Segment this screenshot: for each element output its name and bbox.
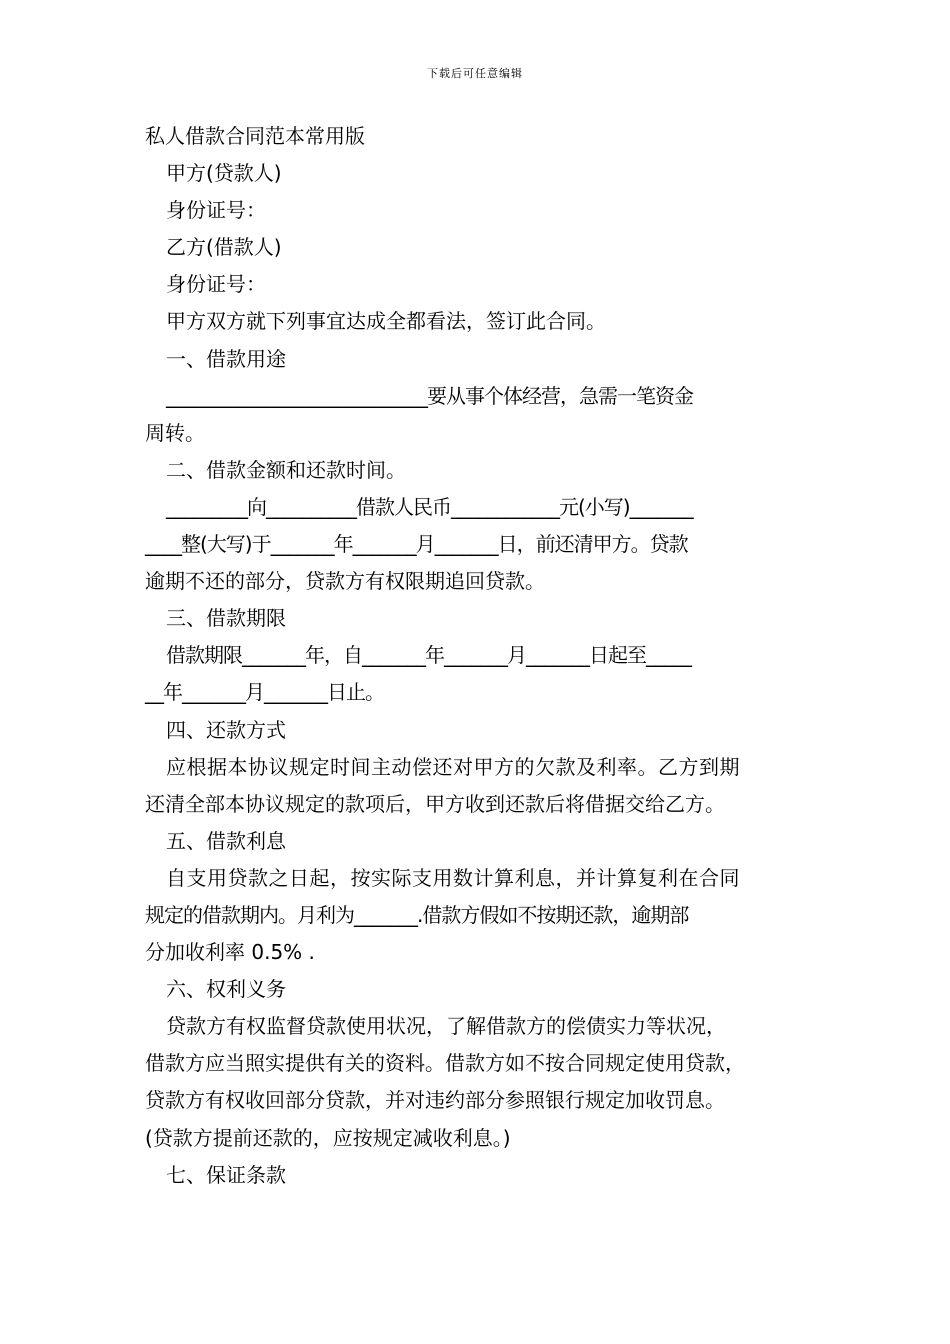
- section-heading-rights: 六、权利义务: [166, 977, 286, 1002]
- interest-text-line: 规定的借款期内。月利为_______.借款方假如不按期还款，逾期部: [145, 902, 689, 927]
- rights-text-line: 贷款方有权收回部分贷款，并对违约部分参照银行规定加收罚息。: [145, 1088, 725, 1113]
- party-a-label: 甲方(贷款人): [166, 161, 282, 186]
- preamble-text: 甲方双方就下列事宜达成全都看法，签订此合同。: [166, 309, 606, 334]
- page-header-note: 下载后可任意编辑: [427, 67, 523, 80]
- document-title: 私人借款合同范本常用版: [145, 124, 365, 148]
- amount-text-line: ____整(大写)于_______年_______月_______日，前还清甲方。贷款: [145, 532, 688, 557]
- term-text-line: 借款期限_______年，自_______年_______月_______日起至_____: [166, 643, 691, 668]
- term-text-line: __年_______月_______日止。: [145, 680, 384, 705]
- section-heading-purpose: 一、借款用途: [166, 346, 286, 371]
- section-heading-amount: 二、借款金额和还款时间。: [166, 457, 406, 482]
- party-a-id-label: 身份证号：: [166, 198, 266, 223]
- amount-text-line: _________向__________借款人民币____________元(小写)_______: [166, 494, 693, 519]
- party-b-label: 乙方(借款人): [166, 235, 282, 260]
- section-heading-guarantee: 七、保证条款: [166, 1162, 286, 1187]
- rights-text-line: 借款方应当照实提供有关的资料。借款方如不按合同规定使用贷款，: [145, 1051, 745, 1076]
- interest-text-line: 自支用贷款之日起，按实际支用数计算利息，并计算复利在合同: [166, 865, 740, 890]
- party-b-id-label: 身份证号：: [166, 272, 266, 297]
- amount-text-line: 逾期不还的部分，贷款方有权限期追回贷款。: [145, 569, 545, 594]
- purpose-text-line: 周转。: [145, 420, 205, 445]
- document-body: [145, 118, 810, 1194]
- purpose-text-line: _____________________________要从事个体经营，急需一笔资金: [166, 383, 693, 408]
- rights-text-line: 贷款方有权监督贷款使用状况，了解借款方的偿债实力等状况，: [166, 1014, 726, 1039]
- section-heading-term: 三、借款期限: [166, 606, 286, 631]
- section-heading-interest: 五、借款利息: [166, 828, 286, 853]
- repayment-text-line: 还清全部本协议规定的款项后，甲方收到还款后将借据交给乙方。: [145, 791, 725, 816]
- section-heading-repayment: 四、还款方式: [166, 717, 286, 742]
- interest-text-line: 分加收利率 0.5% .: [145, 940, 315, 965]
- rights-text-line: (贷款方提前还款的，应按规定减收利息。): [145, 1125, 511, 1150]
- repayment-text-line: 应根据本协议规定时间主动偿还对甲方的欠款及利率。乙方到期: [166, 754, 740, 779]
